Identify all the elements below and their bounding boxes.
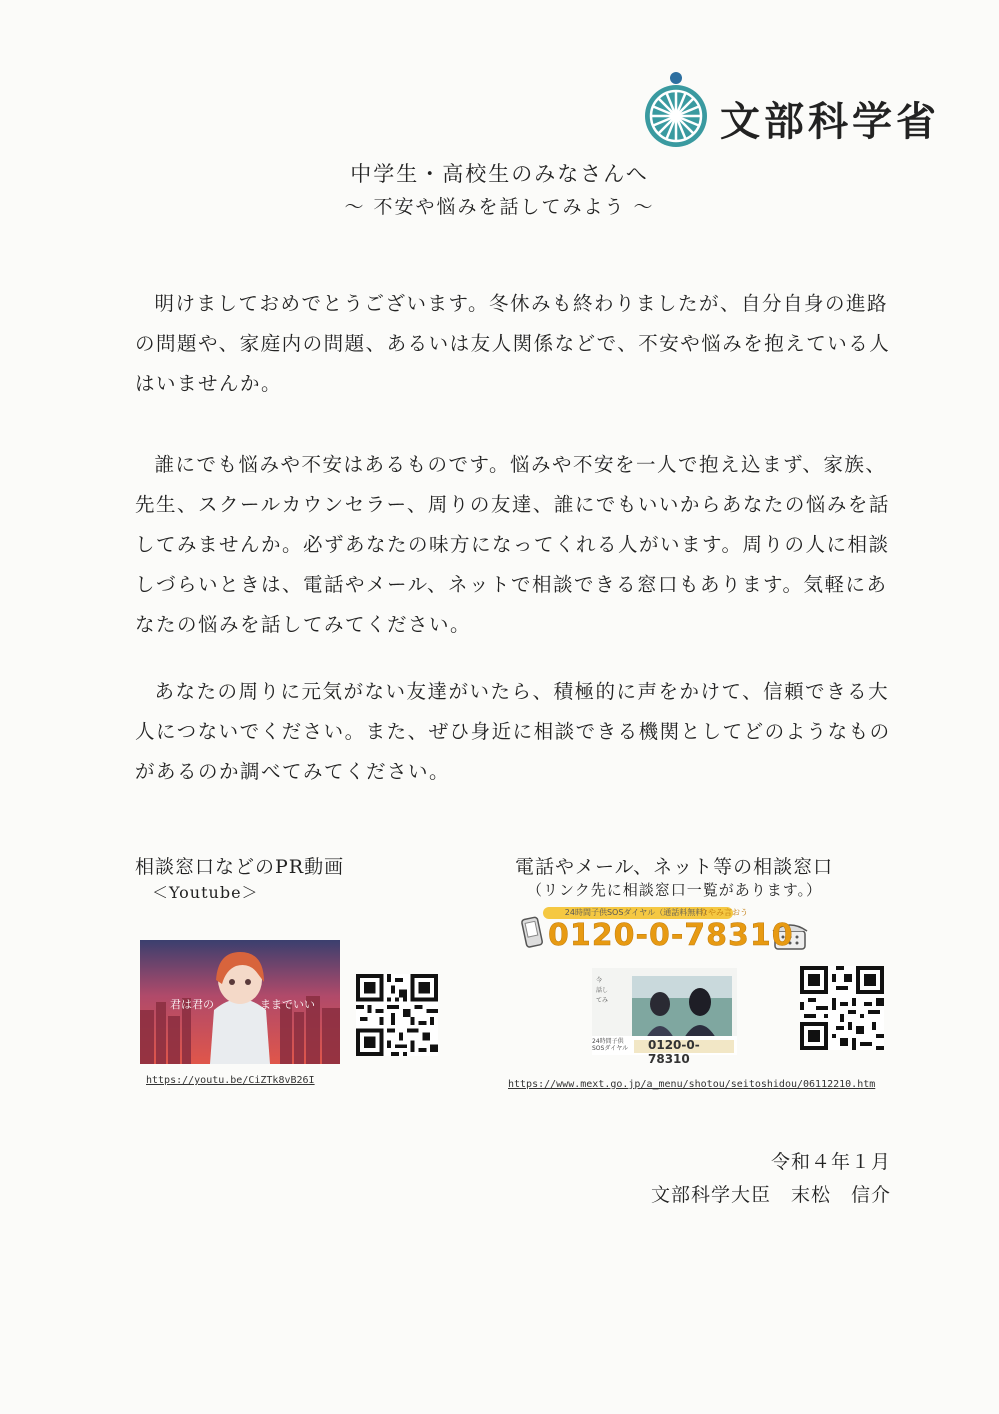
contact-section-sub: （リンク先に相談窓口一覧があります。） xyxy=(527,881,823,899)
page-subtitle: 〜 不安や悩みを話してみよう 〜 xyxy=(344,196,655,218)
body-paragraph-3: あなたの周りに元気がない友達がいたら、積極的に声をかけて、信頼できる大人につないでください。また、ぜひ身近に相談できる機関としてどのようなものがあるのか調べてみてください。 xyxy=(135,680,891,783)
mobile-phone-icon xyxy=(521,917,542,948)
video-link[interactable]: https://youtu.be/CiZTk8vB26I xyxy=(146,1075,315,1086)
signer: 文部科学大臣 末松 信介 xyxy=(650,1184,891,1206)
poster-label: 24時間子供 SOSダイヤル xyxy=(592,1038,629,1052)
page-title: 中学生・高校生のみなさんへ xyxy=(350,162,649,186)
phone-ruby: なやみ言おう xyxy=(700,908,748,917)
svg-text:話し: 話し xyxy=(596,987,609,994)
video-section-sub: ＜Youtube＞ xyxy=(152,883,259,902)
sos-poster-image[interactable] xyxy=(592,968,737,1066)
phone-number[interactable]: 0120-0-78310 xyxy=(548,918,794,953)
contact-link[interactable]: https://www.mext.go.jp/a_menu/shotou/seitoshidou/06112210.htm xyxy=(508,1079,876,1090)
poster-phone: 0120-0-78310 xyxy=(648,1038,700,1066)
logo-wordmark: 文部科学省 xyxy=(720,99,940,145)
body-paragraph-1: 明けましておめでとうございます。冬休みも終わりましたが、自分自身の進路の問題や、家庭内の問題、あるいは友人関係などで、不安や悩みを抱えている人はいませんか。 xyxy=(135,292,891,395)
svg-text:てみ: てみ xyxy=(596,997,609,1004)
qr-code-video[interactable] xyxy=(356,974,438,1056)
video-section-heading: 相談窓口などのPR動画 xyxy=(135,856,345,878)
thumb-caption-right: ままでいい xyxy=(260,998,315,1011)
video-thumbnail[interactable] xyxy=(140,940,340,1064)
body-paragraph-2: 誰にでも悩みや不安はあるものです。悩みや不安を一人で抱え込まず、家族、先生、スクールカウンセラー、周りの友達、誰にでもいいからあなたの悩みを話してみませんか。必ずあなたの味方になってくれる人がいます。周りの人に相談しづらいときは、電話やメール、ネットで相談できる窓口もあります。気軽にあなたの悩みを話してみてください。 xyxy=(135,453,890,636)
svg-text:今: 今 xyxy=(596,977,603,984)
issue-date: 令和４年１月 xyxy=(770,1151,891,1173)
phone-service-label: 24時間子供SOSダイヤル（通話料無料） xyxy=(543,907,733,919)
thumb-caption-left: 君は君の xyxy=(170,998,214,1011)
contact-section-heading: 電話やメール、ネット等の相談窓口 xyxy=(515,856,834,878)
qr-code-contact[interactable] xyxy=(800,966,884,1050)
